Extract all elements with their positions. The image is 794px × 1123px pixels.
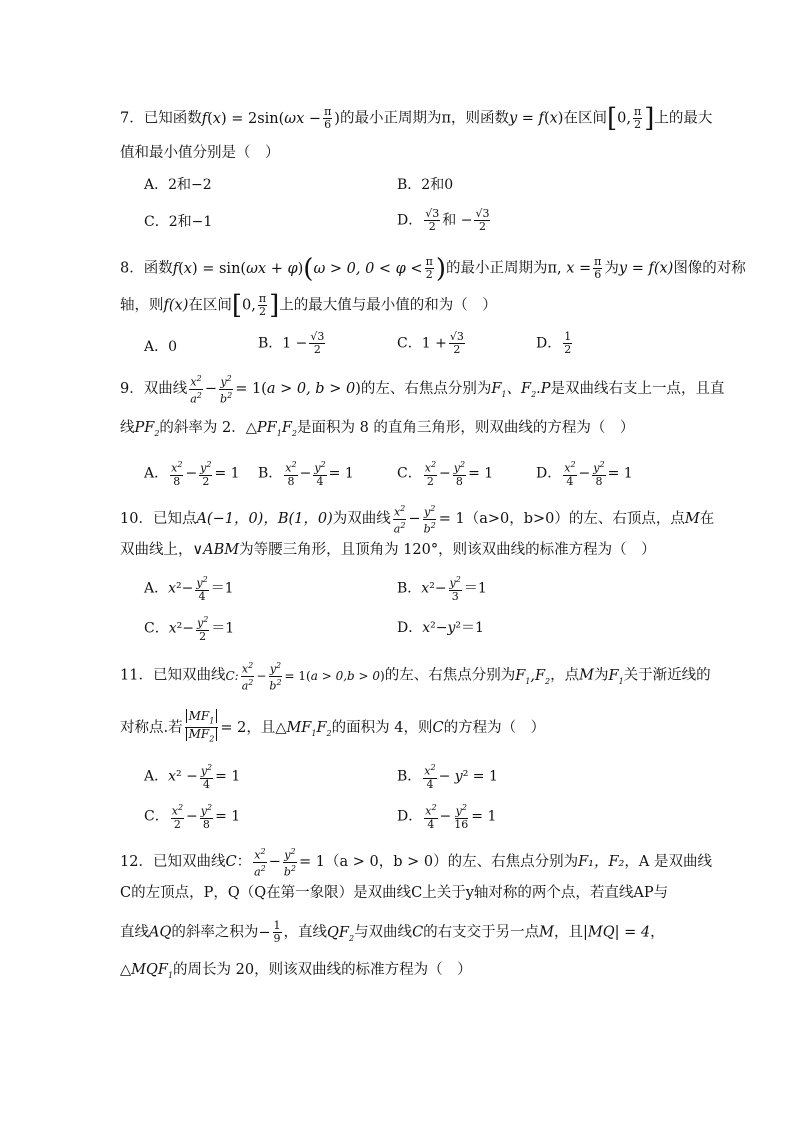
q12-m: M	[539, 924, 555, 941]
q9-text: 是面积为 8 的直角三角形，则双曲线的方程为（ ）	[296, 420, 635, 436]
q8-option-c: C．1 + $\frac{√3}{2}$	[397, 330, 464, 356]
q7-option-b: B．2和0	[397, 177, 454, 193]
q11-text: ，且	[246, 719, 276, 736]
q8-text: 图像的对称	[673, 260, 746, 277]
q12-text: ，且	[554, 924, 584, 941]
q11-m: M	[579, 667, 594, 684]
q7-text: 上的最大	[654, 110, 713, 127]
q10-text: 10．已知点	[120, 511, 197, 528]
q10-points: A(−1，0)，B(1，0)	[196, 511, 333, 528]
q12-text: 的斜率之积为	[171, 924, 259, 941]
q9-formula: $\frac{x^2}{a^2}$ − $\frac{y^2}{b^2}$ = 1(a > 0, b > 0)	[190, 374, 361, 406]
q10-stem-line2	[120, 540, 656, 560]
q11-text: 的面积为 4，则	[331, 719, 433, 736]
q12-stem-line1: 12．已知双曲线C： $\frac{x^2}{a^2}$ − $\frac{y^2}{b^2}$ = 1（a > 0，b > 0）的左、右焦点分别为F₁，F₂，A 是双曲线	[120, 847, 712, 879]
q7-function-y: y = f(x)	[509, 110, 564, 127]
q8-text: 上的最大值与最小值的和为（ ）	[279, 297, 497, 314]
q11-stem-line2: 对称点.若 $\frac{MF_1}{MF_2}$ = 2，且$\triangle MF_1F_2$的面积为 4，则C的方程为（ ）	[120, 709, 546, 744]
q7-text: 在区间	[563, 110, 607, 127]
q9-option-b: B． $\frac{x^2}{8}$ − $\frac{y^2}{4}$ = 1	[258, 460, 354, 488]
q10-option-a: A．x²− $\frac{y^2}{4}$ ＝1	[144, 575, 234, 603]
q12-text: ，	[650, 924, 665, 941]
q9-option-c: C． $\frac{x^2}{2}$ − $\frac{y^2}{8}$ = 1	[397, 460, 494, 488]
q11-text: 的方程为（ ）	[443, 719, 546, 736]
q7-option-c: C．2和−1	[144, 214, 213, 230]
q12-text: 与双曲线	[354, 924, 413, 941]
q11-text: 的左、右焦点分别为	[384, 667, 516, 684]
q9-foci: $F_1$、$F_2.P$	[491, 381, 551, 400]
q11-text: ，点	[550, 667, 580, 684]
q10-text: 在	[699, 511, 715, 528]
q9-stem-line2: 线$PF_2$的斜率为 2．$\triangle PF_1F_2$是面积为 8 的直角三角形，则双曲线的方程为（ ）	[120, 420, 635, 438]
q12-stem-line2: C的左顶点，P，Q（Q在第一象限）是双曲线C上关于y轴对称的两个点，若直线AP与	[120, 885, 669, 901]
q7-stem-line2: 值和最小值分别是（ ）	[120, 145, 280, 161]
q8-f: f(x)	[163, 297, 189, 314]
q7-option-a: A．2和−2	[144, 177, 212, 193]
q11-text: 关于渐近线的	[623, 667, 711, 684]
q11-text: 11．已知双曲线	[120, 667, 226, 684]
q9-text: 9．双曲线	[120, 381, 188, 398]
q12-mq: |MQ| = 4	[583, 924, 651, 941]
q12-text: ，A 是双曲线	[624, 854, 712, 871]
q11-option-b: B． $\frac{x^2}{4}$ − y² = 1	[397, 763, 498, 791]
q12-text: 直线	[120, 924, 149, 941]
q12-stem-line4: $\triangle MQF_1$的周长为 20，则该双曲线的标准方程为（ ）	[120, 962, 472, 980]
q10-text: 的左、右顶点，点	[568, 511, 685, 528]
q8-option-b: B．1 − $\frac{√3}{2}$	[258, 330, 325, 356]
q8-option-d: D． $\frac{1}{2}$	[536, 330, 572, 356]
q8-text: 在区间	[188, 297, 232, 314]
q7-stem-line1: 7．已知函数f(x) = 2sin(ωx − $\frac{\pi}{6}$ )的最小正周期为π，则函数y = f(x)在区间[0, $\frac{\pi}{2}$ ]上的最大	[120, 103, 713, 134]
q12-foci: F₁，F₂	[578, 854, 625, 871]
q10-option-b: B．x²− $\frac{y^2}{3}$ ＝1	[397, 575, 487, 603]
q8-stem-line2: 轴，则f(x)在区间[0, $\frac{\pi}{2}$ ]上的最大值与最小值的和为（ ）	[120, 290, 497, 321]
q12-text: 的右支交于另一点	[423, 924, 540, 941]
q11-option-a: A．x² − $\frac{y^2}{4}$ = 1	[144, 763, 241, 791]
q10-text: 为等腰三角形，且顶角为 120°，则该双曲线的标准方程为（ ）	[239, 542, 656, 558]
q8-stem-line1: 8．函数f(x) = sin(ωx + φ)(ω > 0, 0 < φ < $\frac{\pi}{2}$ )的最小正周期为π, x = $\frac{\pi}{6}$ 为y = f(x)图像的对称	[120, 253, 746, 284]
q9-text: 的左、右焦点分别为	[360, 381, 492, 398]
q7-text: 7．已知函数	[120, 110, 202, 127]
q11-stem-line1: 11．已知双曲线C: $\frac{x^2}{a^2}$ − $\frac{y^2}{b^2}$ = 1(a > 0,b > 0)的左、右焦点分别为$F_1,F_2$，点M为$F_1$关于渐近线的	[120, 661, 711, 693]
q7-option-d: D． $\frac{√3}{2}$ 和 − $\frac{√3}{2}$	[397, 207, 490, 233]
q10-option-c: C．x²− $\frac{y^2}{2}$ ＝1	[144, 615, 235, 643]
q10-stem-line1: 10．已知点A(−1，0)，B(1，0)为双曲线 $\frac{x^2}{a^2}$ − $\frac{y^2}{b^2}$ = 1（a>0，b>0）的左、右顶点，点M在	[120, 504, 715, 536]
q11-option-c: C． $\frac{x^2}{2}$ − $\frac{y^2}{8}$ = 1	[144, 803, 241, 831]
q9-option-d: D． $\frac{x^2}{4}$ − $\frac{y^2}{8}$ = 1	[536, 460, 633, 488]
q9-text: 线	[120, 420, 135, 436]
q7-function: f(x) = 2sin(ωx − $\frac{\pi}{6}$ )	[201, 105, 340, 131]
q12-text: ，直线	[283, 924, 328, 941]
q12-text: 的左、右焦点分别为	[447, 854, 579, 871]
q10-triangle: ∨ABM	[192, 542, 240, 558]
q9-stem-line1	[120, 373, 725, 405]
q11-option-d: D． $\frac{x^2}{4}$ − $\frac{y^2}{16}$ = 1	[397, 803, 497, 831]
q8-function: f(x) = sin(ωx + φ)(ω > 0, 0 < φ < $\frac{\pi}{2}$ )	[172, 253, 446, 284]
q12-c: C	[412, 924, 424, 941]
q12-aq: AQ	[149, 924, 172, 941]
q12-stem-line3: 直线AQ的斜率之积为− $\frac{1}{9}$ ，直线$QF_2$与双曲线C的右支交于另一点M，且|MQ| = 4，	[120, 919, 665, 945]
q8-text: 轴，则	[120, 297, 164, 314]
q11-text: 为	[594, 667, 609, 684]
q9-option-a: A． $\frac{x^2}{8}$ − $\frac{y^2}{2}$ = 1	[144, 460, 240, 488]
q8-option-a: A．0	[144, 339, 178, 355]
q11-text: 对称点.若	[120, 719, 183, 736]
q7-text: 的最小正周期为π，则函数	[339, 110, 509, 127]
q9-text: 的斜率为 2．	[159, 420, 246, 436]
q8-text: 8．函数	[120, 260, 173, 277]
q10-text: 双曲线上，	[120, 542, 193, 558]
q12-text: 12．已知双曲线	[120, 854, 226, 871]
q10-m: M	[684, 511, 700, 528]
q10-text: 为双曲线	[332, 511, 391, 528]
q9-text: 是双曲线右支上一点，且直	[550, 381, 725, 398]
q10-option-d: D．x²−y²＝1	[397, 620, 484, 636]
q11-c: C	[432, 719, 444, 736]
q12-text: 的周长为 20，则该双曲线的标准方程为（ ）	[173, 962, 472, 978]
